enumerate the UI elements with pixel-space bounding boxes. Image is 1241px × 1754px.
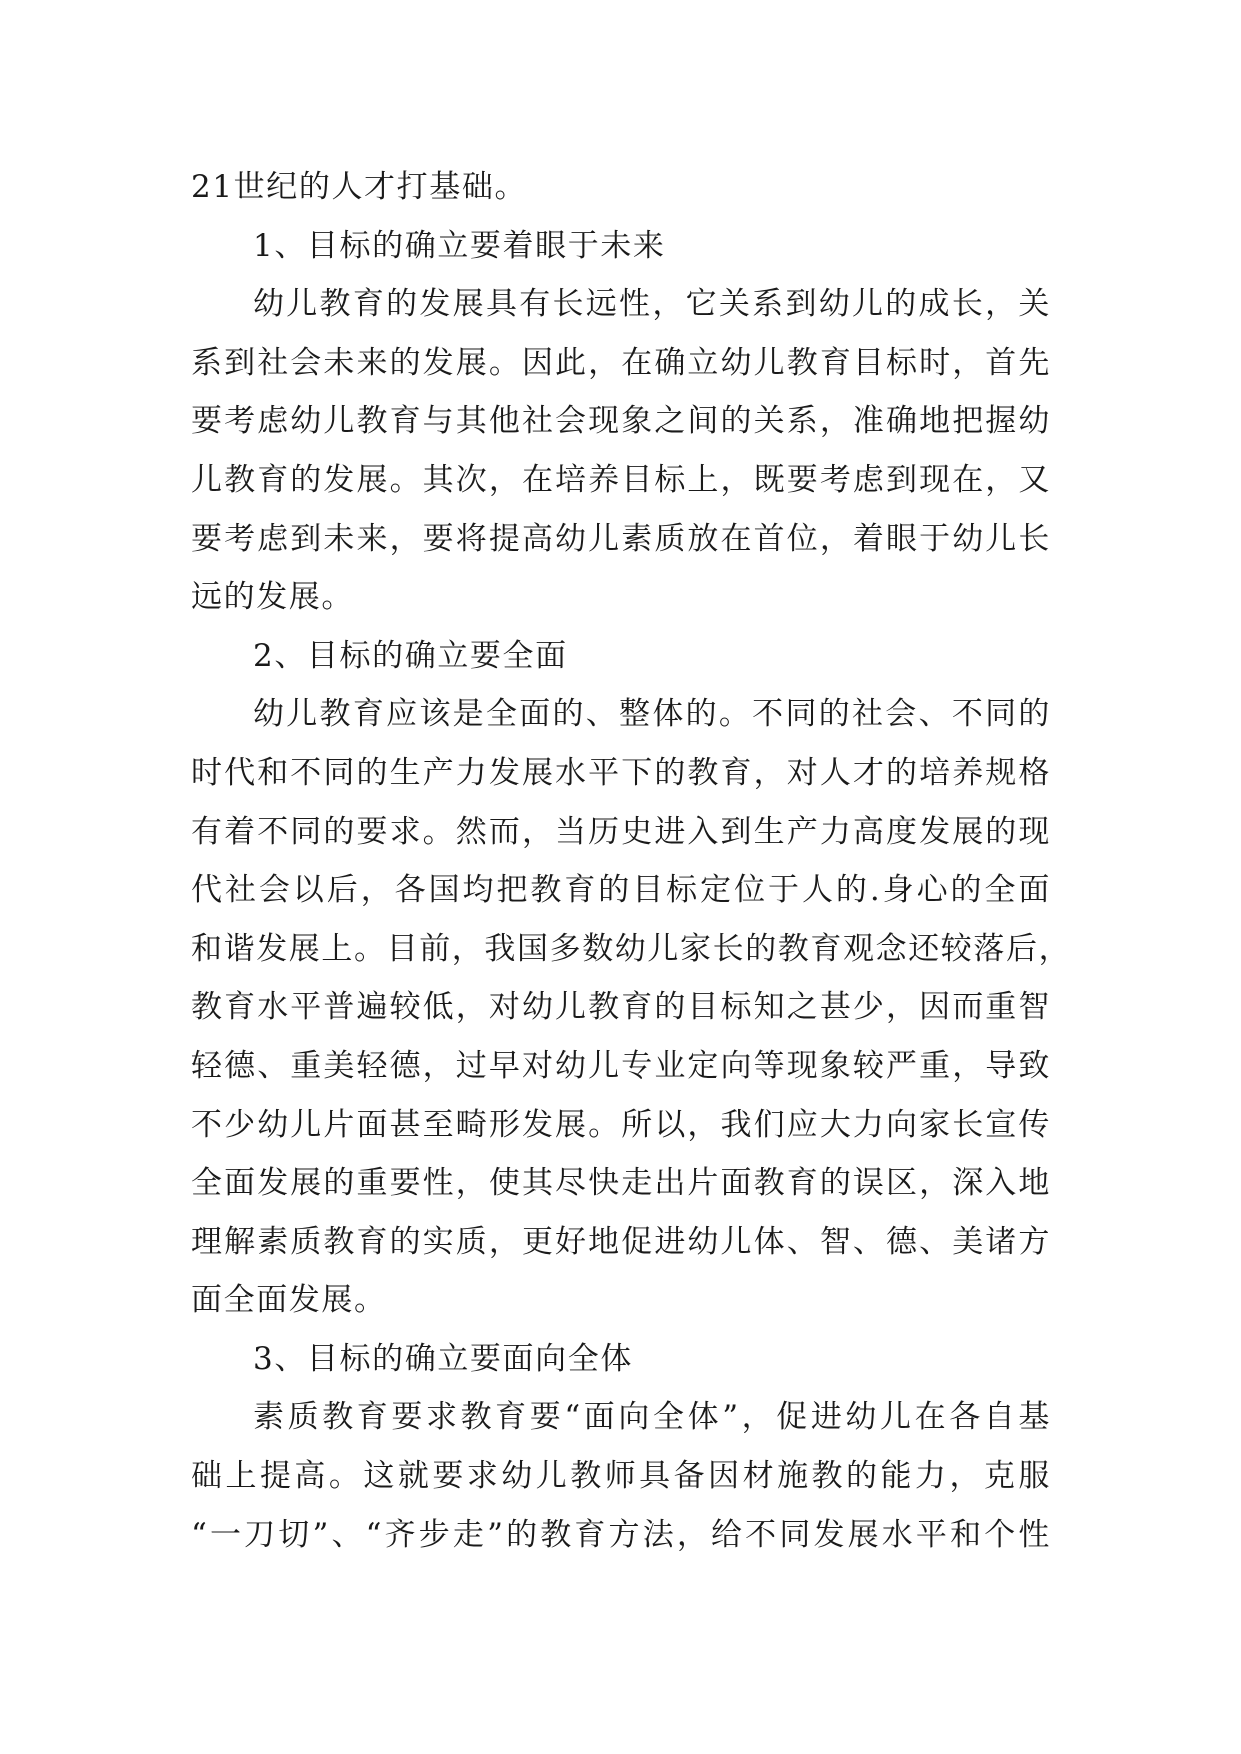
text-line: 要考虑幼儿教育与其他社会现象之间的关系，准确地把握幼 bbox=[191, 403, 1051, 440]
text-line: 时代和不同的生产力发展水平下的教育，对人才的培养规格 bbox=[191, 754, 1051, 791]
text-line: 理解素质教育的实质，更好地促进幼儿体、智、德、美诸方 bbox=[191, 1223, 1051, 1260]
text-line: 有着不同的要求。然而，当历史进入到生产力高度发展的现 bbox=[191, 813, 1051, 850]
text-line: 教育水平普遍较低，对幼儿教育的目标知之甚少，因而重智 bbox=[191, 989, 1051, 1026]
section-heading-3: 3、目标的确立要面向全体 bbox=[253, 1340, 633, 1377]
text-line: 全面发展的重要性，使其尽快走出片面教育的误区，深入地 bbox=[191, 1165, 1051, 1202]
section-heading-1: 1、目标的确立要着眼于未来 bbox=[253, 227, 666, 264]
text-line: 儿教育的发展。其次，在培养目标上，既要考虑到现在，又 bbox=[191, 461, 1051, 498]
text-line: 不少幼儿片面甚至畸形发展。所以，我们应大力向家长宣传 bbox=[191, 1106, 1051, 1143]
text-line: 21世纪的人才打基础。 bbox=[191, 169, 528, 205]
text-line: 轻德、重美轻德，过早对幼儿专业定向等现象较严重，导致 bbox=[191, 1047, 1051, 1084]
section-heading-2: 2、目标的确立要全面 bbox=[253, 637, 568, 674]
text-line: 幼儿教育的发展具有长远性，它关系到幼儿的成长，关 bbox=[253, 286, 1051, 323]
text-line: 础上提高。这就要求幼儿教师具备因材施教的能力，克服 bbox=[191, 1458, 1051, 1495]
body-text bbox=[191, 158, 1072, 1564]
text-line: “一刀切”、“齐步走”的教育方法，给不同发展水平和个性 bbox=[191, 1516, 1051, 1553]
text-line: 要考虑到未来，要将提高幼儿素质放在首位，着眼于幼儿长 bbox=[191, 520, 1051, 557]
text-line: 素质教育要求教育要“面向全体”，促进幼儿在各自基 bbox=[253, 1399, 1051, 1436]
text-line: 和谐发展上。目前，我国多数幼儿家长的教育观念还较落后， bbox=[191, 930, 1072, 967]
text-line: 幼儿教育应该是全面的、整体的。不同的社会、不同的 bbox=[253, 696, 1051, 733]
text-line: 面全面发展。 bbox=[191, 1282, 387, 1319]
text-line: 系到社会未来的发展。因此，在确立幼儿教育目标时，首先 bbox=[191, 344, 1051, 381]
text-line: 远的发展。 bbox=[191, 579, 354, 616]
text-line: 代社会以后，各国均把教育的目标定位于人的.身心的全面 bbox=[191, 872, 1051, 909]
